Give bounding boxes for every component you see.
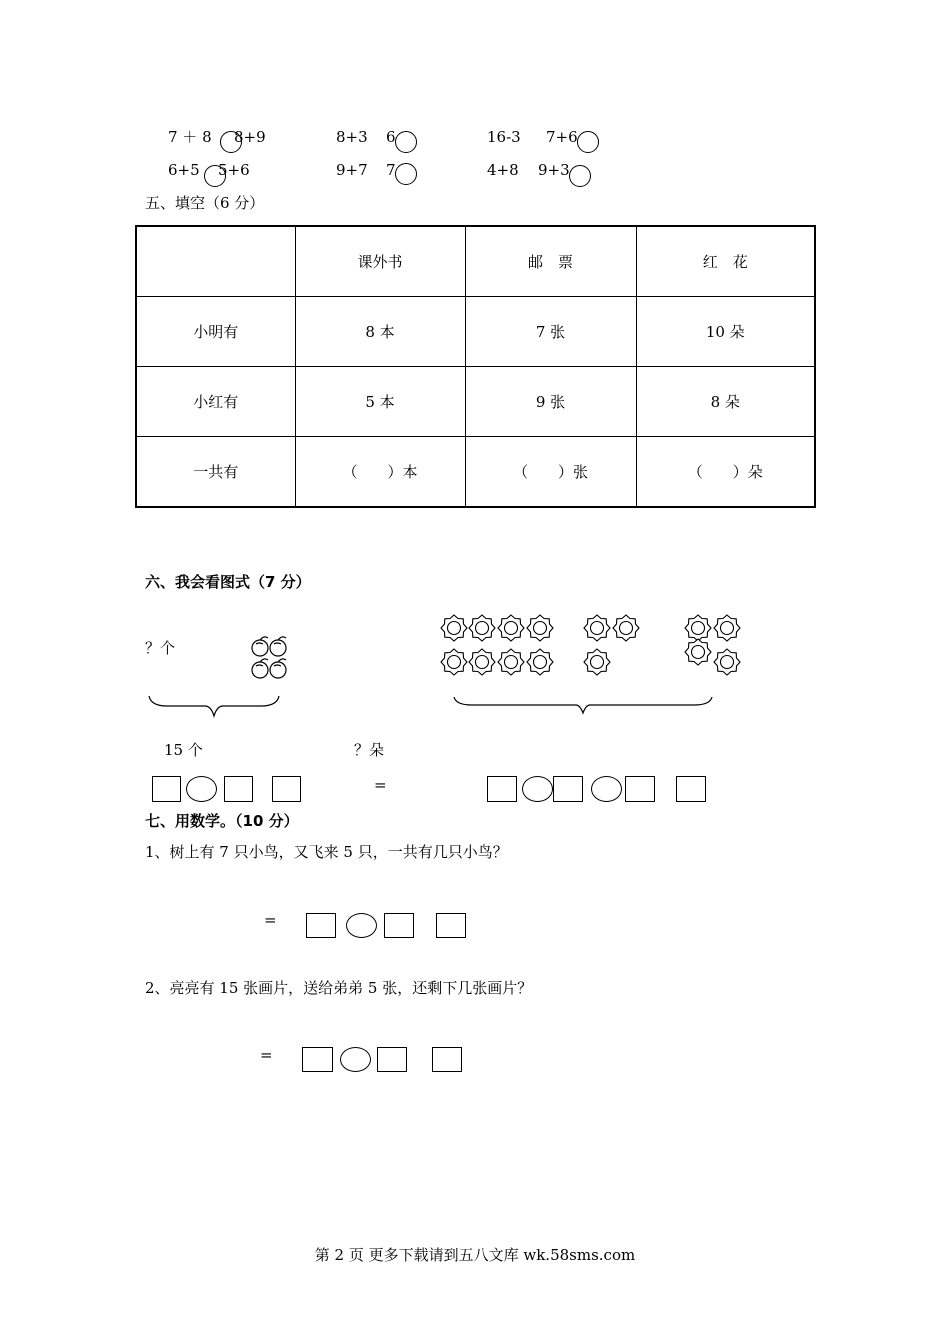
table-row [136,226,815,297]
compare-4-left: 6+5 [168,161,200,179]
left-total: 15 个 [164,741,203,759]
compare-3-right: 7+6 [546,128,578,146]
answer-cell[interactable]: （ ）朵 [636,437,815,508]
answer-cell[interactable]: （ ）张 [465,437,636,508]
table-row [136,437,815,508]
compare-6-right: 9+3 [538,161,570,179]
compare-circle[interactable] [395,163,417,185]
answer-oval[interactable] [186,776,217,802]
compare-1-right: 8+9 [234,128,266,146]
compare-4-right: 5+6 [218,161,250,179]
compare-2-right: 6 [386,128,396,146]
answer-box[interactable] [625,776,655,802]
answer-box[interactable] [384,913,414,938]
answer-oval[interactable] [340,1047,371,1072]
answer-box[interactable] [302,1047,333,1072]
question-1: 1、树上有 7 只小鸟，又飞来 5 只，一共有几只小鸟？ [145,843,508,861]
answer-box[interactable] [152,776,181,802]
compare-circle[interactable] [577,131,599,153]
answer-box[interactable] [306,913,336,938]
question-2: 2、亮亮有 15 张画片，送给弟弟 5 张，还剩下几张画片？ [145,979,533,997]
answer-cell[interactable]: （ ）本 [295,437,465,508]
answer-box[interactable] [432,1047,462,1072]
section5-title: 五、填空（6 分） [145,194,265,212]
table-cell: 10 朵 [636,297,815,367]
section7-title: 七、用数学。（10 分） [145,812,299,830]
left-question: ？个 [145,639,176,657]
compare-6-left: 4+8 [487,161,519,179]
answer-box[interactable] [553,776,583,802]
table-cell: 9 张 [465,367,636,437]
table-cell: 5 本 [295,367,465,437]
table-header: 邮 票 [465,226,636,297]
table-cell: 8 朵 [636,367,815,437]
page-footer: 第 2 页 更多下载请到五八文库 wk.58sms.com [314,1246,636,1264]
compare-3-left: 16-3 [487,128,521,146]
answer-box[interactable] [224,776,253,802]
answer-box[interactable] [272,776,301,802]
table-cell: 小明有 [136,297,295,367]
left-brace [147,694,281,718]
flower-group-icon [438,612,748,676]
right-question: ？朵 [354,741,385,759]
compare-5-left: 9+7 [336,161,368,179]
apple-group-icon [250,634,290,680]
table-row [136,367,815,437]
table-cell: 8 本 [295,297,465,367]
table-header: 课外书 [295,226,465,297]
equals-sign: = [264,911,277,929]
table-cell: 7 张 [465,297,636,367]
equals-sign: = [260,1046,273,1064]
section6-title: 六、我会看图式（7 分） [145,573,311,591]
compare-circle[interactable] [395,131,417,153]
table-header: 红 花 [636,226,815,297]
table-row [136,297,815,367]
answer-box[interactable] [487,776,517,802]
equals-sign: = [374,776,387,794]
compare-circle[interactable] [569,165,591,187]
answer-oval[interactable] [591,776,622,802]
table-cell: 小红有 [136,367,295,437]
table-cell: 一共有 [136,437,295,508]
table-cell [136,226,295,297]
answer-box[interactable] [676,776,706,802]
right-brace [452,695,716,715]
compare-1-left: 7 ＋ 8 [168,128,212,146]
answer-oval[interactable] [346,913,377,938]
answer-oval[interactable] [522,776,553,802]
compare-5-right: 7 [386,161,396,179]
answer-box[interactable] [377,1047,407,1072]
compare-2-left: 8+3 [336,128,368,146]
answer-box[interactable] [436,913,466,938]
fill-table [135,225,816,508]
